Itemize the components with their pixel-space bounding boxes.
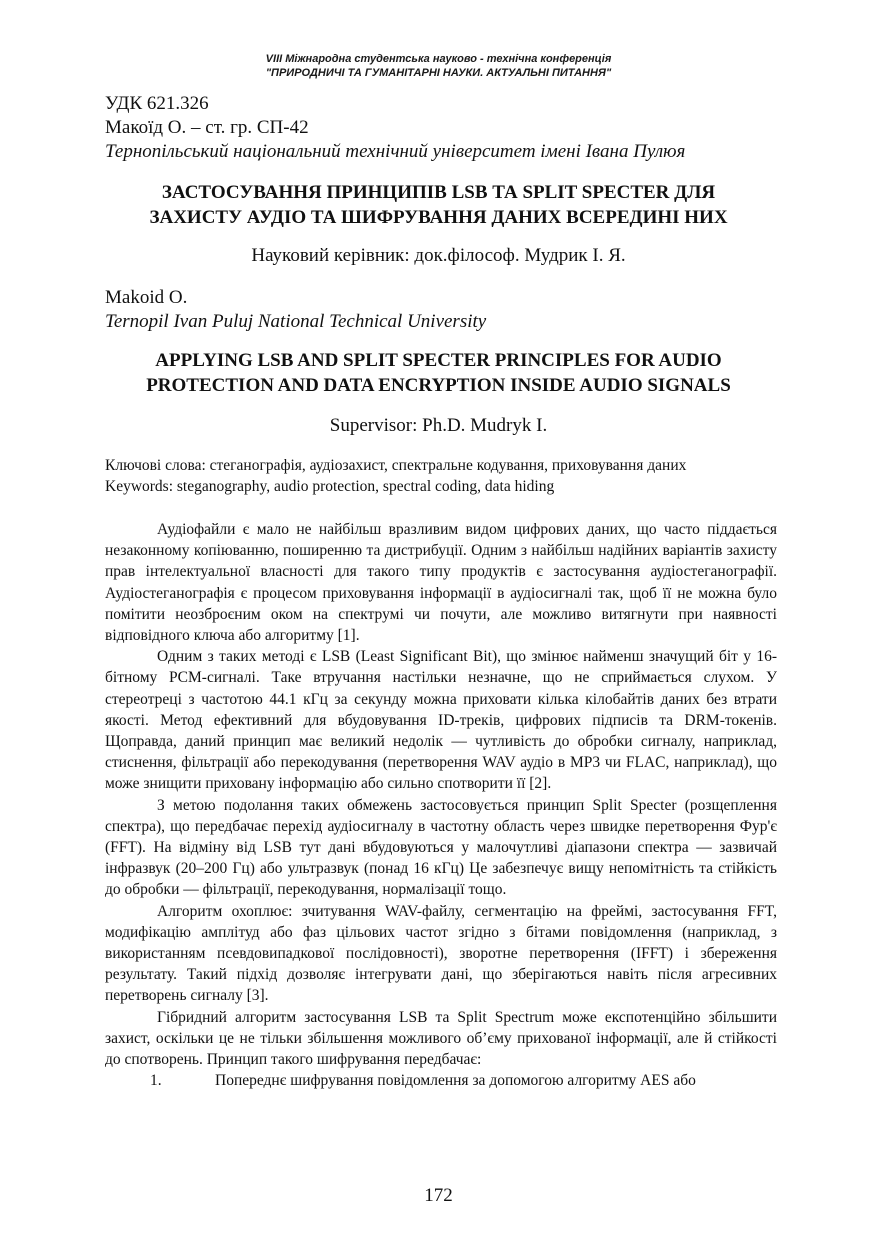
list-item-number: 1.	[150, 1072, 162, 1090]
en-title	[60, 348, 817, 398]
page-number: 172	[424, 1185, 453, 1206]
ua-title-line1: ЗАСТОСУВАННЯ ПРИНЦИПІВ LSB ТА SPLIT SPECTER ДЛЯ	[161, 182, 716, 203]
conference-header	[0, 52, 877, 80]
ua-title	[60, 180, 817, 230]
en-affiliation: Ternopil Ivan Puluj National Technical University	[105, 311, 487, 332]
keywords-block	[105, 455, 785, 497]
paragraph-3: З метою подолання таких обмежень застосовується принцип Split Specter (розщеплення спектра), що передбачає перехід аудіосигналу в частотну область через швидке перетворення Фур'є (FFT). На відміну від LSB тут дані вбудовуються у малочутливі діапазони спектра — зазвичай інфразвук (20–200 Гц) або ультразвук (понад 16 кГц) Це забезпечує вищу непомітність та стійкість до обробки — фільтрації, перекодування, нормалізації тощо.	[105, 796, 777, 899]
ua-author: Макоїд О. – ст. гр. СП-42	[105, 117, 309, 138]
en-supervisor: Supervisor: Ph.D. Mudryk I.	[329, 415, 548, 436]
en-title-line1: APPLYING LSB AND SPLIT SPECTER PRINCIPLES FOR AUDIO	[155, 350, 722, 371]
ua-meta	[105, 92, 775, 164]
conference-theme: "ПРИРОДНИЧІ ТА ГУМАНІТАРНІ НАУКИ. АКТУАЛЬНІ ПИТАННЯ"	[265, 67, 612, 79]
ua-supervisor: Науковий керівник: док.філософ. Мудрик І. Я.	[251, 245, 626, 266]
paragraph-4: Алгоритм охоплює: зчитування WAV-файлу, сегментацію на фреймі, застосування FFT, модифікацію амплітуд або фаз цільових частот згідно з бітами повідомлення (наприклад, з використанням псевдовипадкової послідовності), зворотне перетворення (IFFT) і збереження результату. Такий підхід дозволяє інтегрувати дані, що зберігаються навіть після агресивних перетворень сигналу [3].	[105, 902, 777, 1005]
paragraph-5: Гібридний алгоритм застосування LSB та Split Spectrum може експотенційно збільшити захист, оскільки це не тільки збільшення можливого об’єму прихованої інформації, але й стійкості до спотворень. Принцип такого шифрування передбачає:	[105, 1008, 777, 1069]
article-body	[105, 519, 777, 1091]
list-item	[105, 1070, 777, 1091]
ua-title-line2: ЗАХИСТУ АУДІО ТА ШИФРУВАННЯ ДАНИХ ВСЕРЕДИНІ НИХ	[149, 207, 728, 228]
keywords-ua: Ключові слова: стеганографія, аудіозахист, спектральне кодування, приховування даних	[105, 457, 687, 474]
conference-name: VIII Міжнародна студентська науково - технічна конференція	[265, 53, 612, 65]
en-title-line2: PROTECTION AND DATA ENCRYPTION INSIDE AUDIO SIGNALS	[146, 375, 731, 396]
en-author: Makoid O.	[105, 287, 188, 308]
keywords-en: Keywords: steganography, audio protection, spectral coding, data hiding	[105, 478, 555, 495]
udk-code: УДК 621.326	[105, 93, 209, 114]
en-meta	[105, 286, 775, 334]
ua-affiliation: Тернопільський національний технічний університет імені Івана Пулюя	[105, 141, 686, 162]
list-item-text: Попереднє шифрування повідомлення за допомогою алгоритму AES або	[215, 1072, 696, 1090]
paragraph-1: Аудіофайли є мало не найбільш вразливим видом цифрових даних, що часто піддається незаконному копіюванню, поширенню та дистрибуції. Одним з найбільш надійних варіантів захисту прав інтелектуальної власності для такого типу продуктів є застосування аудіостеганографії. Аудіостеганографія є процесом приховування інформації в аудіосигналі так, щоб її не можна було помітити неозброєним оком на спектрумі чи почути, але можливо витягнути при наявності відповідного ключа або алгоритму [1].	[105, 521, 777, 645]
paragraph-2: Одним з таких методі є LSB (Least Significant Bit), що змінює найменш значущий біт у 16-бітному PCM-сигналі. Таке втручання настільки незначне, що не сприймається слухом. У стереотреці з частотою 44.1 кГц за секунду можна приховати кілька кілобайтів даних без втрати якості. Метод ефективний для вбудовування ID-треків, цифрових підписів та DRM-токенів. Щоправда, даний принцип має великий недолік — чутливість до обробки сигналу, наприклад, стиснення, фільтрації або перекодування (перетворення WAV аудіо в MP3 чи FLAC, наприклад), що може знищити приховану інформацію або сильно спотворити її [2].	[105, 648, 777, 793]
